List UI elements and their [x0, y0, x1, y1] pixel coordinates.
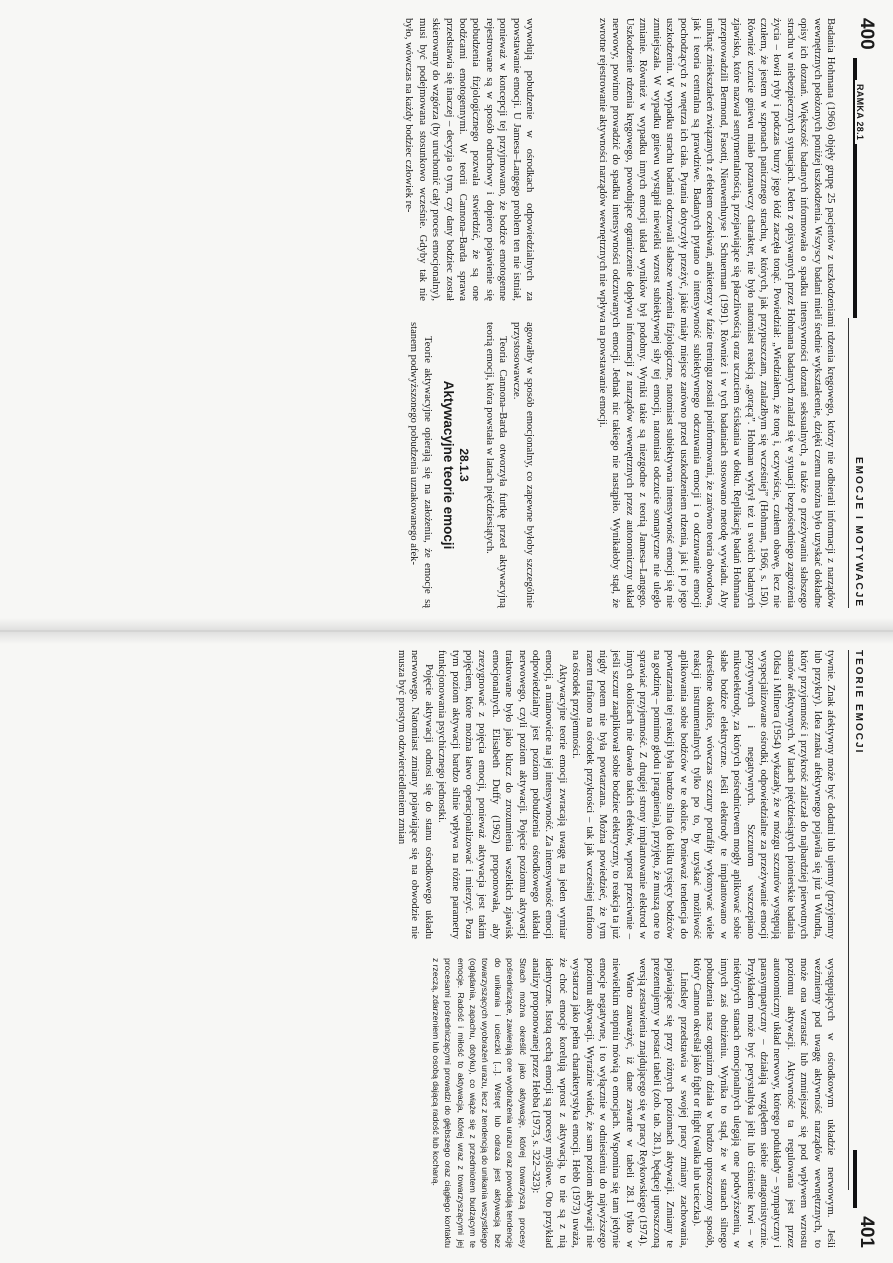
- paragraph: Lindsley przedstawia w swojej pracy zmiany zachowania, pojawiające się przy różnych poziomach aktywacji. Zmiany te prezentujemy w postaci tabeli (zob. tab. 28.1), będącej uproszczoną wersją zestawienia znajdującego się w pracy Reykowskiego (1974).: [637, 958, 689, 1248]
- header-thin-rule: [848, 318, 849, 608]
- paragraph: Pojęcie aktywacji odnosi się do stanu ośrodkowego układu nerwowego. Natomiast zmiany pojawiające się na obwodzie nie musza być prostym odzwierciedleniem zmian: [396, 650, 434, 939]
- left-running-head: EMOCJE I MOTYWACJE: [853, 456, 864, 608]
- left-page-number: 400: [856, 18, 877, 50]
- left-column-2: [407, 322, 536, 608]
- box-text: [596, 18, 837, 608]
- paragraph: występujących w ośrodkowym układzie nerwowym. Jeśli weźmiemy pod uwagę aktywność narządów wewnętrznych, to może ona wzrastać lub zmniejszać się pod wpływem wzrostu poziomu aktywacji. Aktywność ta regulowana jest przez autonomiczny układ nerwowy, którego podukłady – sympatyczny i parasympatyczny – działają względem siebie antagonistycznie. Przykładem może być perystaltyka jelit lub ciśnienie krwi – w niektórych stanach emocjonalnych ulegają one podwyższeniu, w innych zaś obniżeniu. Wynika to stąd, że w stanach silnego pobudzenia nasz organizm działa w bardzo uproszczony sposób, który Cannon określał jako fight or flight (walka lub ucieczka).: [690, 958, 836, 1248]
- right-page-header: [849, 650, 879, 1248]
- right-column-1: [395, 650, 837, 939]
- book-gutter: [0, 618, 893, 644]
- paragraph: wywołują pobudzenie w ośrodkach odpowiedzialnych za powstawanie emocji. U Jamesa–Langego problem ten nie istniał, ponieważ w koncepcji tej przyjmowano, że bodźce emotogenne rejestrowane są w sposób odruchowy i dopiero pojawienie się pobudzenia fizjologicznego pozwala stwierdzić, że są one bodźcami emotogennymi. W teorii Cannona–Barda sprawa przedstawia się inaczej – decyzja o tym, czy dany bodziec został skierowany do wzgórza (by uruchomić cały proces emocjonalny), musi być podejmowana stosunkowo wcześnie. Gdyby tak nie było, wówczas na każdy bodziec człowiek re-: [403, 18, 535, 301]
- right-running-head: TEORIE EMOCJI: [853, 650, 864, 755]
- right-page-number: 401: [856, 1216, 877, 1248]
- block-quote: Strach można określić jako aktywację, której towarzyszą procesy pośredniczące, zawierają one wyobrażenia urazu oraz powodują tendencję do unikania i ucieczki [...]. Wstręt lub odraza jest aktywacją bez towarzyszących wyobrażeń urazu, lecz z tendencją do unikania wszystkiego (oglądania, zapachu, dotyku), co wiąże się z przedmiotem budzącym te emocje. Radość i miłość to aktywacja, której wraz z towarzyszącymi jej procesami pośredniczącymi prowadzi do głębszego oraz ciągłego kontaktu z rzeczą, zdarzeniem lub osobą dającą radość lub kochaną.: [430, 958, 528, 1248]
- box-label: RAMKA 28.1: [855, 80, 865, 144]
- paragraph: agowałby w sposób emocjonalny, co zapewne byłoby szczególnie przystosowawcze.: [510, 322, 535, 608]
- right-column-2: [429, 958, 837, 1248]
- left-column-1: [402, 18, 536, 301]
- section-number: 28.1.3: [457, 448, 472, 482]
- paragraph: Warto zauważyć, iż dane zawarte w tabeli 28.1 tylko w niewielkim stopniu mówią o emocjach. Wspomina się tam jedynie emocje negatywne, i to wyłącznie w odniesieniu do najwyższego poziomu aktywacji. Wyraźnie widać, że sam poziom aktywacji nie wystarcza jako pełna charakterystyka emocji. Hebb (1973) uważa, że choć emocje korelują wprost z aktywacją, to nie są z nią identyczne. Istotą cechą emocji są procesy myślowe. Oto przykład analizy proponowanej przez Hebba (1973, s. 322–323):: [530, 958, 635, 1248]
- paragraph: Aktywacyjne teorie emocji zwracają uwagę na jeden wymiar emocji, a mianowicie na jej intensywność. Za intensywność emocji odpowiedzialny jest poziom pobudzenia ośrodkowego układu nerwowego, czyli poziom aktywacji. Pojęcie poziomu aktywacji traktowane było jako klucz do zrozumienia wszelkich zjawisk emocjonalnych. Elisabeth Duffy (1962) proponowała, aby zrezygnować z pojęcia emocji, ponieważ aktywacja jest takim pojęciem, które można łatwo operacjonalizować i mierzyć. Poza tym poziom aktywacji bardzo silnie wpływa na różne parametry funkcjonowania psychicznego jednostki.: [436, 650, 568, 939]
- box-paragraph: Badania Hohmana (1966) objęły grupę 25 pacjentów z uszkodzeniami rdzenia kręgowego, którzy nie odbierali informacji z narządów wewnętrznych położonych poniżej uszkodzenia. Wszyscy badani mieli średnie wykształcenie, dzięki czemu można było uzyskać dokładne opisy ich doznań. Większość badanych informowała o spadku intensywności doznań seksualnych, a także o przeżywaniu słabszego strachu w niebezpiecznych sytuacjach. Jeden z opisywanych przez Hohmana badanych znalazł się w sytuacji bezpośredniego zagrożenia życia – łowił ryby i podczas burzy jego łódź zaczęła tonąć. Powiedział: „Wiedziałem, że tonę i, oczywiście, czułem obawę, lecz nie czułem, że jestem w szponach panicznego strachu, w których, jak przypuszczam, znalazłbym się wcześniej” (Hohman, 1966, s. 150). Również uczucie gniewu miało poznawczy charakter, nie było natomiast reakcją „gorącą”. Hohman wykrył też u swoich badanych zjawisko, które nazwał sentymentalnością, przejawiające się płaczliwością oraz uczuciem ściskania w dołku. Replikację badań Hohmana przeprowadzili Bermond, Fasotti, Nieuwenhuyse i Schuerman (1991). Również i w tych badaniach stosowano metodę wywiadu. Aby uniknąć zniekształceń związanych z efektem oczekiwań, ankieterzy w fazie treningu zostali poinformowani, że zarówno teoria obwodowa, jak i teoria centralna są prawdziwe. Badanych pytano o intensywność subiektywnego odczuwania emocji i o odczuwanie emocji pochodzących z wnętrza ich ciała. Pytania dotyczyły przeżyć, jakie miały miejsce zarówno przed uszkodzeniem rdzenia, jak i po jego uszkodzeniu. W wypadku strachu badani odczuwali słabsze wrażenia fizjologiczne, natomiast subiektywna intensywność emocji się nie zmniejszała. W wypadku gniewu wystąpił niewielki wzrost subiektywnej siły tej emocji, natomiast odczucie somatyczne nie uległo zmianie. Również w wypadku innych emocji układ wyników był podobny. Wyniki takie są niezgodne z teorią Jamesa–Langego. Uszkodzenie rdzenia kręgowego, powodujące ograniczenie dopływu informacji z narządów wewnętrznych przez autonomiczny układ nerwowy, powinno prowadzić do spadku intensywności odczuwanych emocji. Jednak nic takiego nie nastąpiło. Wynikałoby stąd, że zwrotne rejestrowanie aktywności narządów wewnętrznych nie wpływa na powstawanie emocji.: [597, 18, 836, 608]
- header-thin-rule: [848, 650, 849, 1190]
- header-thick-rule: [853, 1150, 857, 1208]
- paragraph: Teorie aktywacyjne opierają się na założeniu, że emocje są stanem podwyższonego pobudzenia uznakowanego afek-: [408, 322, 433, 608]
- paragraph: Teoria Cannona–Barda otworzyła furtkę przed aktywacyjną teorią emocji, która powstała w latach pięćdziesiątych.: [483, 322, 509, 608]
- paragraph: tywnie. Znak afektywny może być dodatni lub ujemny (przyjemny lub przykry). Idea znaku afektywnego pojawiła się już u Wundta, który przyjemność i przykrość zaliczał do najbardziej pierwotnych stanów afektywnych. W latach pięćdziesiątych pionierskie badania Oldsa i Milnera (1954) wykazały, że w mózgu szczurów występują wyspecjalizowane ośrodki, odpowiedzialne za przeżywanie emocji pozytywnych i negatywnych. Szczurom wszczepiano mikroelektrody, za których pośrednictwem mogły aplikować sobie słabe bodźce elektryczne. Jeśli elektrody te implantowano w określone okolice, wówczas szczury potrafiły wykonywać wiele reakcji instrumentalnych tylko po to, by uzyskać możliwość aplikowania sobie bodźców w te okolice. Ponieważ tendencja do powtarzania tej reakcji była bardzo silna (do kilku tysięcy bodźców na godzinę – pomimo głodu i pragnienia), przyjęto, że muszą one to sprawiać przyjemność. Z drugiej strony implantowanie elektrod w innych okolicach nie dawało takich efektów, wprost przeciwnie – jeśli szczur zaaplikował sobie bodziec elektryczny, to reakcja ta już nigdy potem nie była powtarzana. Można powiedzieć, że tym razem trafiono na ośrodek przykrości – tak jak wcześniej trafiono na ośrodek przyjemności.: [570, 650, 836, 939]
- left-page-header: [849, 18, 879, 608]
- section-title: Aktywacyjne teorie emocji: [440, 380, 456, 550]
